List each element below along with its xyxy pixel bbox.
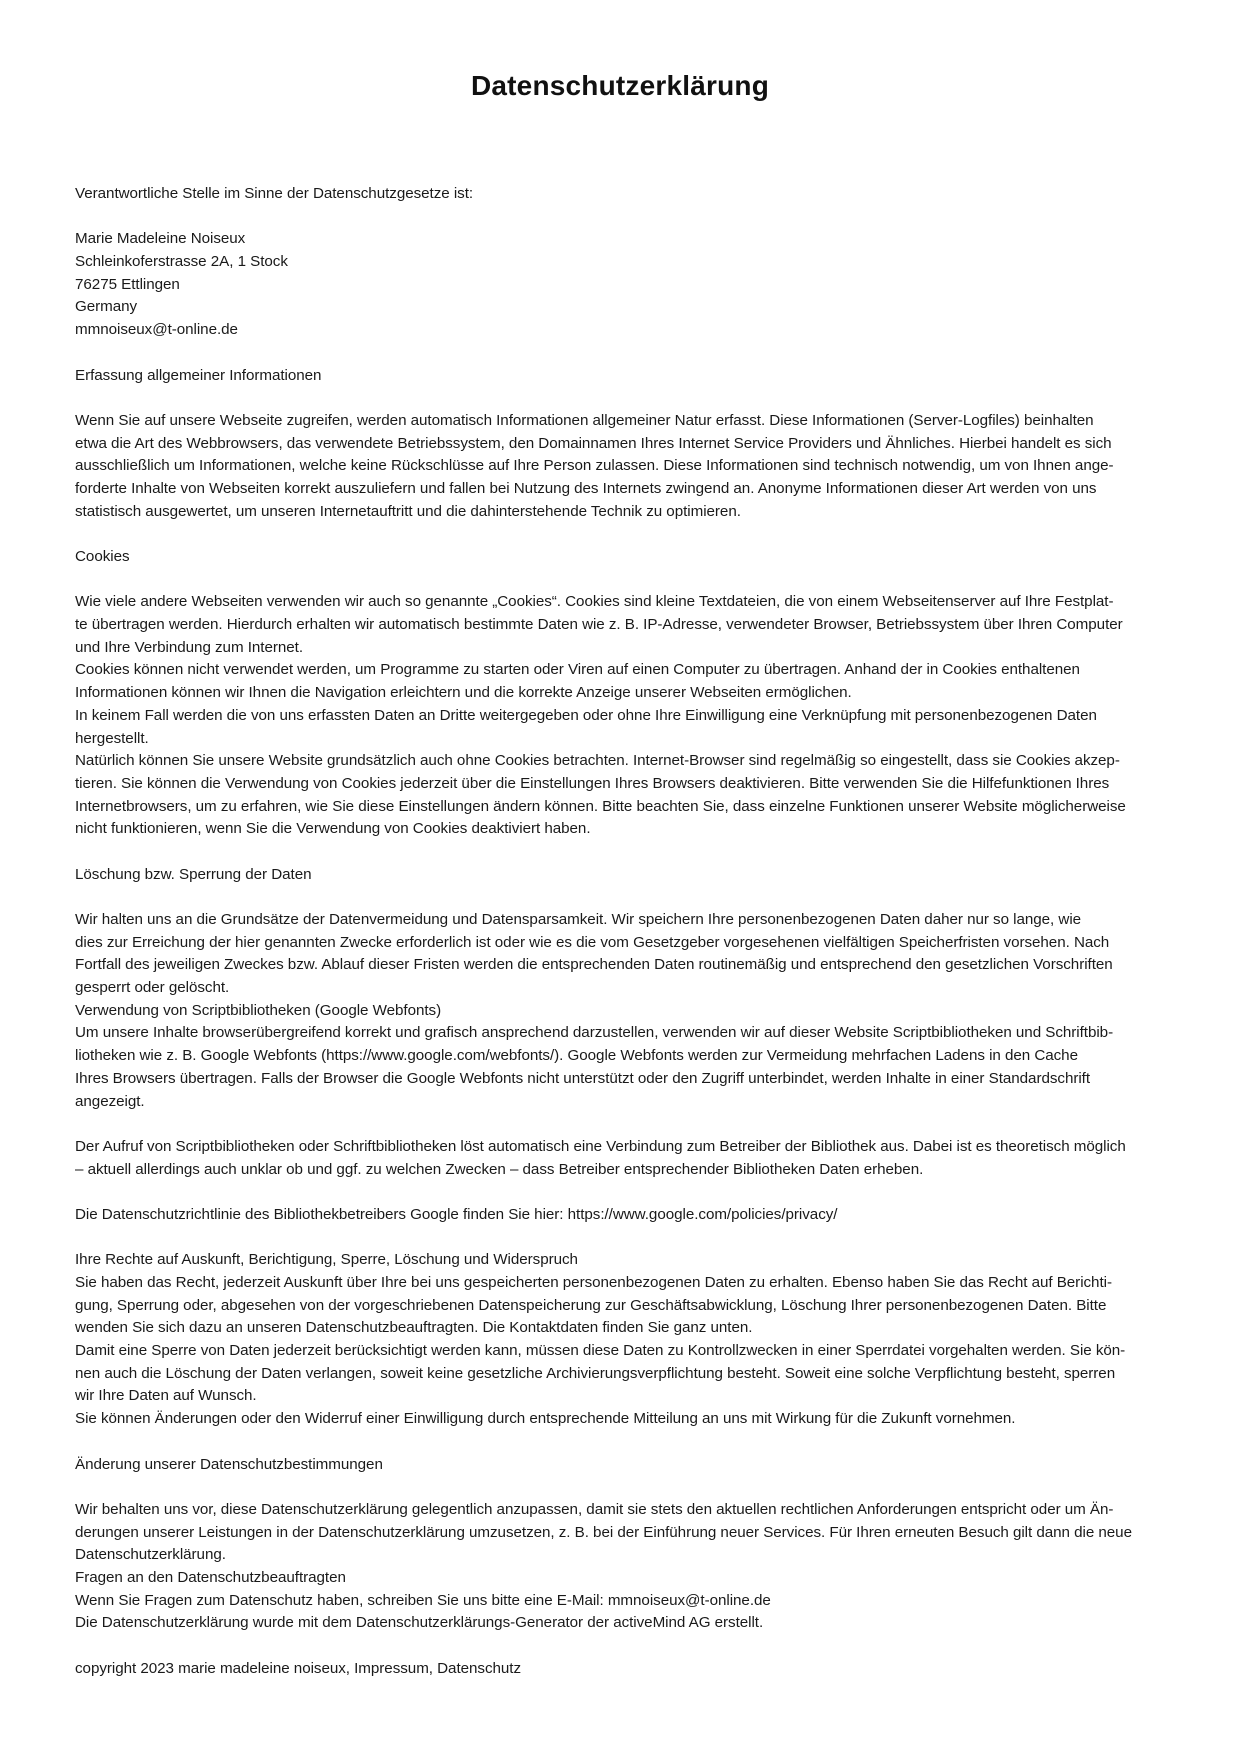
text-line: Damit eine Sperre von Daten jederzeit berücksichtigt werden kann, müssen diese Daten zu Kontrollzwecken in einer Sperrdatei vorgehalten werden. Sie kön- — [75, 1342, 1126, 1360]
text-line: Die Datenschutzerklärung wurde mit dem Datenschutzerklärungs-Generator der activeMind AG erstellt. — [75, 1614, 764, 1632]
text-line: forderte Inhalte von Webseiten korrekt auszuliefern und fallen bei Nutzung des Internets zwingend an. Anonyme Informationen dieser Art werden von uns — [75, 479, 1097, 497]
spacer — [75, 523, 1165, 546]
text-line: In keinem Fall werden die von uns erfassten Daten an Dritte weitergegeben oder ohne Ihre Einwilligung eine Verknüpfung mit personenbezogenen Daten — [75, 706, 1097, 724]
intro-text: Verantwortliche Stelle im Sinne der Datenschutzgesetze ist: — [75, 185, 474, 202]
text-line: etwa die Art des Webbrowsers, das verwendete Betriebssystem, den Domainnamen Ihres Internet Service Providers und Ähnliches. Hierbei handelt es sich — [75, 434, 1112, 452]
spacer — [75, 342, 1165, 365]
page-title: Datenschutzerklärung — [470, 70, 770, 101]
text-line: Wir behalten uns vor, diese Datenschutzerklärung gelegentlich anzupassen, damit sie stets den aktuellen rechtlichen Anforderungen entspricht oder um Än- — [75, 1500, 1114, 1518]
text-line: statistisch ausgewertet, um unseren Internetauftritt und die dahinterstehende Technik zu optimieren. — [75, 502, 741, 520]
address-name: Marie Madeleine Noiseux — [75, 230, 246, 248]
text-line: angezeigt. — [75, 1092, 145, 1110]
text-line: Wie viele andere Webseiten verwenden wir auch so genannte „Cookies“. Cookies sind kleine Textdateien, die von einem Webseitenserver auf Ihre Festplat- — [75, 593, 1114, 611]
text-line: te übertragen werden. Hierdurch erhalten wir automatisch bestimmte Daten wie z. B. IP-Adresse, verwendeter Browser, Betriebssystem über Ihren Computer — [75, 616, 1123, 634]
section-heading-scripts: Verwendung von Scriptbibliotheken (Google Webfonts) — [75, 1001, 442, 1019]
text-line: Um unsere Inhalte browserübergreifend korrekt und grafisch ansprechend darzustellen, verwenden wir auf dieser Website Scriptbibliotheken und Schriftbib- — [75, 1024, 1114, 1042]
spacer — [75, 1431, 1165, 1454]
address-email: mmnoiseux@t-online.de — [75, 321, 238, 339]
text-line: nen auch die Löschung der Daten verlangen, soweit keine gesetzliche Archivierungsverpflichtung besteht. Soweit eine solche Verpflichtung besteht, sperren — [75, 1364, 1116, 1382]
section-rights-text — [75, 1272, 1165, 1431]
text-line: Natürlich können Sie unsere Website grundsätzlich auch ohne Cookies betrachten. Internet-Browser sind regelmäßig so eingestellt, dass sie Cookies akzep- — [75, 752, 1120, 770]
text-line: Informationen können wir Ihnen die Navigation erleichtern und die korrekte Anzeige unserer Webseiten ermöglichen. — [75, 684, 852, 702]
text-line: Der Aufruf von Scriptbibliotheken oder Schriftbibliotheken löst automatisch eine Verbindung zum Betreiber der Bibliothek aus. Dabei ist es theoretisch möglich — [75, 1137, 1126, 1155]
section-heading-questions: Fragen an den Datenschutzbeauftragten — [75, 1568, 346, 1586]
section-deletion-text — [75, 909, 1165, 1113]
text-line: Cookies können nicht verwendet werden, um Programme zu starten oder Viren auf einen Computer zu übertragen. Anhand der in Cookies enthaltenen — [75, 661, 1080, 679]
section-scripts-text — [75, 1136, 1165, 1181]
text-line: tieren. Sie können die Verwendung von Cookies jederzeit über die Einstellungen Ihres Browsers deaktivieren. Bitte verwenden Sie die Hilfefunktionen Ihres — [75, 774, 1110, 792]
spacer — [75, 1113, 1165, 1136]
spacer — [75, 841, 1165, 864]
spacer — [75, 1476, 1165, 1499]
text-line: liotheken wie z. B. Google Webfonts (https://www.google.com/webfonts/). Google Webfonts werden zur Vermeidung mehrfachen Ladens in den Cache — [75, 1047, 1078, 1065]
spacer — [75, 1227, 1165, 1250]
text-line: gung, Sperrung oder, abgesehen von der vorgeschriebenen Datenspeicherung zur Geschäftsabwicklung, Löschung Ihrer personenbezogenen Daten. Bitte — [75, 1296, 1107, 1314]
text-line: Wenn Sie Fragen zum Datenschutz haben, schreiben Sie uns bitte eine E-Mail: mmnoiseux@t-online.de — [75, 1591, 771, 1609]
address-city: 76275 Ettlingen — [75, 275, 180, 293]
section-changes-text — [75, 1499, 1165, 1635]
section-heading-general: Erfassung allgemeiner Informationen — [75, 366, 322, 384]
text-line: derungen unserer Leistungen in der Datenschutzerklärung umzusetzen, z. B. bei der Einführung neuer Services. Für Ihren erneuten Besuch gilt dann die neue — [75, 1523, 1132, 1541]
text-line: ausschließlich um Informationen, welche keine Rückschlüsse auf Ihre Person zulassen. Diese Informationen sind technisch notwendig, um von Ihnen ange- — [75, 457, 1114, 475]
text-line: Ihres Browsers übertragen. Falls der Browser die Google Webfonts nicht unterstützt oder den Zugriff unterbindet, werden Inhalte in einer Standardschrift — [75, 1069, 1091, 1087]
text-line: wir Ihre Daten auf Wunsch. — [75, 1387, 257, 1405]
section-cookies-text — [75, 591, 1165, 841]
text-line: Sie haben das Recht, jederzeit Auskunft über Ihre bei uns gespeicherten personenbezogenen Daten zu erhalten. Ebenso haben Sie das Recht auf Berichti- — [75, 1274, 1112, 1291]
spacer — [75, 1181, 1165, 1204]
text-line: und Ihre Verbindung zum Internet. — [75, 638, 304, 656]
spacer — [75, 387, 1165, 410]
section-heading-deletion: Löschung bzw. Sperrung der Daten — [75, 865, 312, 883]
text-line: Fortfall des jeweiligen Zweckes bzw. Ablauf dieser Fristen werden die entsprechenden Daten routinemäßig und entsprechend den gesetzlichen Vorschriften — [75, 956, 1113, 974]
text-line: Sie können Änderungen oder den Widerruf einer Einwilligung durch entsprechende Mitteilung an uns mit Wirkung für die Zukunft vornehmen. — [75, 1410, 1016, 1428]
section-heading-rights: Ihre Rechte auf Auskunft, Berichtigung, Sperre, Löschung und Widerspruch — [75, 1251, 578, 1269]
text-line: dies zur Erreichung der hier genannten Zwecke erforderlich ist oder wie es die vom Gesetzgeber vorgesehenen vielfältigen Speicherfristen vorsehen. Nach — [75, 933, 1110, 951]
text-line: hergestellt. — [75, 729, 149, 747]
section-general-text — [75, 410, 1165, 523]
footer-copyright: copyright 2023 marie madeleine noiseux, Impressum, Datenschutz — [75, 1659, 521, 1677]
text-line: Internetbrowsers, um zu erfahren, wie Sie diese Einstellungen ändern können. Bitte beachten Sie, dass einzelne Funktionen unserer Website möglicherweise — [75, 797, 1126, 815]
text-line: Datenschutzerklärung. — [75, 1546, 226, 1564]
text-line: – aktuell allerdings auch unklar ob und ggf. zu welchen Zwecken – dass Betreiber entsprechender Bibliotheken Daten erheben. — [75, 1160, 924, 1178]
address-street: Schleinkoferstrasse 2A, 1 Stock — [75, 253, 288, 271]
text-line: Wenn Sie auf unsere Webseite zugreifen, werden automatisch Informationen allgemeiner Natur erfasst. Diese Informationen (Server-Logfiles) beinhalten — [75, 411, 1094, 429]
spacer — [75, 569, 1165, 592]
spacer — [75, 206, 1165, 229]
text-line: wenden Sie sich dazu an unseren Datenschutzbeauftragten. Die Kontaktdaten finden Sie ganz unten. — [75, 1319, 753, 1337]
privacy-policy-line: Die Datenschutzrichtlinie des Bibliothekbetreibers Google finden Sie hier: https://www.google.com/policies/privacy/ — [75, 1205, 838, 1223]
spacer — [75, 1635, 1165, 1658]
section-heading-changes: Änderung unserer Datenschutzbestimmungen — [75, 1455, 383, 1473]
spacer — [75, 886, 1165, 909]
section-heading-cookies: Cookies — [75, 548, 130, 565]
text-line: nicht funktionieren, wenn Sie die Verwendung von Cookies deaktiviert haben. — [75, 820, 591, 838]
document-body — [75, 183, 1165, 1680]
text-line: gesperrt oder gelöscht. — [75, 979, 230, 997]
address-country: Germany — [75, 298, 138, 316]
text-line: Wir halten uns an die Grundsätze der Datenvermeidung und Datensparsamkeit. Wir speichern Ihre personenbezogenen Daten daher nur so lange, wie — [75, 911, 1082, 928]
address-block — [75, 228, 1165, 341]
